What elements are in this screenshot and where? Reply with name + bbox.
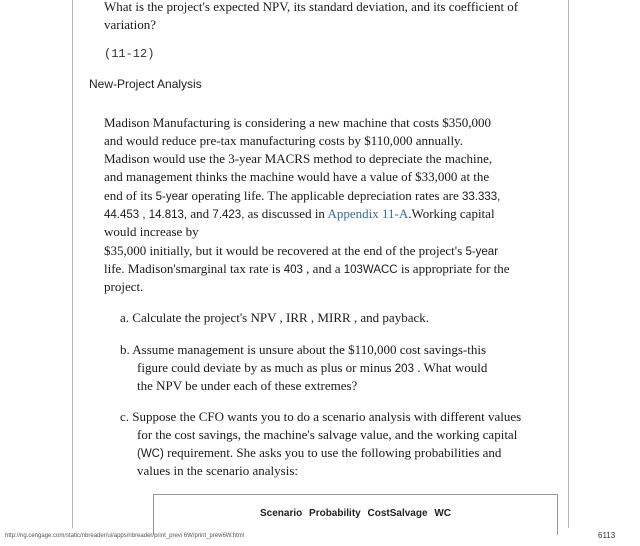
body-line-3: Madison would use the 3-year MACRS method to depreciate the machine, — [104, 151, 493, 166]
item-b-line-1: b. Assume management is unsure about the $110,000 cost savings-this — [120, 342, 486, 357]
body-line-1: Madison Manufacturing is considering a new machine that costs $350,000 — [104, 115, 492, 130]
header-wc: WC — [434, 508, 451, 519]
body-line-9: life. Madison'smarginal tax rate is 403 , and a 103WACC is appropriate for the — [104, 261, 510, 276]
body-line-10: project. — [104, 279, 144, 294]
scenario-table-header — [154, 508, 557, 519]
question-line-1: What is the project's expected NPV, its standard deviation, and its coefficient of — [104, 0, 519, 14]
scenario-table — [153, 494, 558, 535]
header-cost-salvage: CostSalvage — [367, 508, 428, 519]
body-line-6: 44.453 , 14.813, and 7.423, as discussed in Appendix 11-A.Working capital — [104, 206, 495, 221]
item-b-line-3: the NPV be under each of these extremes? — [137, 378, 358, 393]
header-scenario: Scenario — [260, 508, 303, 519]
item-c-line-2: for the cost savings, the machine's salvage value, and the working capital — [137, 427, 518, 442]
header-probability: Probability — [309, 508, 361, 519]
item-a: a. Calculate the project's NPV , IRR , MIRR , and payback. — [120, 310, 429, 325]
body-line-2: and would reduce pre-tax manufacturing costs by $110,000 annually. — [104, 133, 463, 148]
item-b-line-2: figure could deviate by as much as plus or minus 203 . What would — [137, 360, 488, 375]
body-line-5: end of its 5-year operating life. The applicable depreciation rates are 33.333, — [104, 188, 501, 203]
item-c-line-4: values in the scenario analysis: — [137, 463, 299, 478]
problem-number: (11-12) — [104, 47, 155, 61]
body-line-4: and management thinks the machine would have a value of $33,000 at the — [104, 169, 490, 184]
page-left-border — [72, 0, 73, 528]
footer-url: http://ng.cengage.com/static/nbreader/ui/apps/nbreader/print_previ 6W/print_previ6W.html — [5, 533, 245, 539]
body-line-7: would increase by — [104, 224, 199, 239]
page-number: 6113 — [598, 531, 616, 540]
body-line-8: $35,000 initially, but it would be recovered at the end of the project's 5-year — [104, 243, 499, 258]
item-c-line-1: c. Suppose the CFO wants you to do a scenario analysis with different values — [120, 409, 522, 424]
section-title: New-Project Analysis — [89, 77, 202, 91]
question-line-2: variation? — [104, 17, 156, 32]
page-right-border — [568, 0, 569, 528]
item-c-line-3: (WC) requirement. She asks you to use the following probabilities and — [137, 445, 502, 460]
appendix-link[interactable]: Appendix 11-A — [327, 206, 409, 221]
